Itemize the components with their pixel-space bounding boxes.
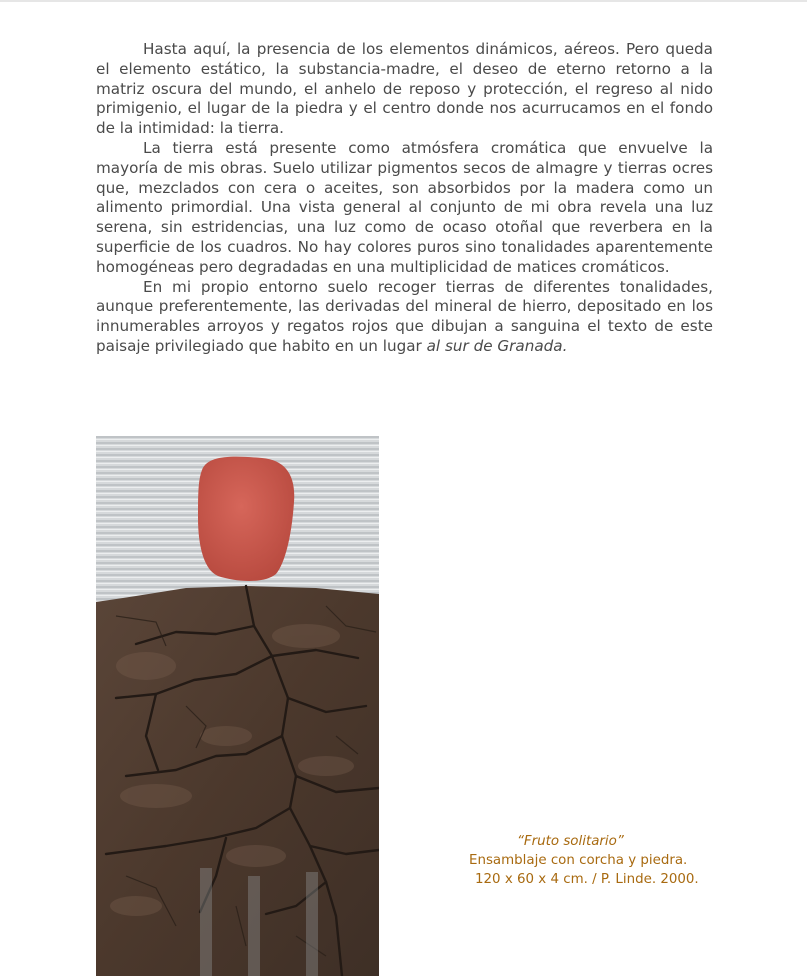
caption-dimensions: 120 x 60 x 4 cm. / P. Linde. 2000. <box>475 872 699 887</box>
caption-title: “Fruto solitario” <box>517 834 624 849</box>
article-text <box>96 40 713 357</box>
caption-description: Ensamblaje con corcha y piedra. <box>469 853 688 868</box>
paragraph-3 <box>96 278 713 357</box>
paragraph-3-emphasis: al sur de Granada. <box>426 336 568 355</box>
paragraph-2: La tierra está presente como atmósfera cromática que envuelve la mayoría de mis obras. Suelo utilizar pigmentos secos de almagre y tierras ocres que, mezclados con cera o aceites, son absorbidos por la madera como un alimento primordial. Una vista general al conjunto de mi obra revela una luz serena, sin estridencias, una luz como de ocaso otoñal que reverbera en la superficie de los cuadros. No hay colores puros sino tonalidades aparentemente homogéneas pero degradadas en una multiplicidad de matices cromáticos. <box>96 138 713 276</box>
red-stone <box>198 457 294 581</box>
artwork-image <box>96 436 379 976</box>
paragraph-3-text: En mi propio entorno suelo recoger tierras de diferentes tonalidades, aunque preferentemente, las derivadas del mineral de hierro, depositado en los innumerables arroyos y regatos rojos que dibujan a sanguina el texto de este paisaje privilegiado que habito en un lugar <box>96 277 713 355</box>
artwork-caption <box>440 832 740 889</box>
artwork-illustration <box>96 436 379 976</box>
top-divider <box>0 0 807 2</box>
paragraph-1: Hasta aquí, la presencia de los elementos dinámicos, aéreos. Pero queda el elemento estático, la substancia-madre, el deseo de eterno retorno a la matriz oscura del mundo, el anhelo de reposo y protección, el regreso al nido primigenio, el lugar de la piedra y el centro donde nos acurrucamos en el fondo de la intimidad: la tierra. <box>96 40 713 138</box>
